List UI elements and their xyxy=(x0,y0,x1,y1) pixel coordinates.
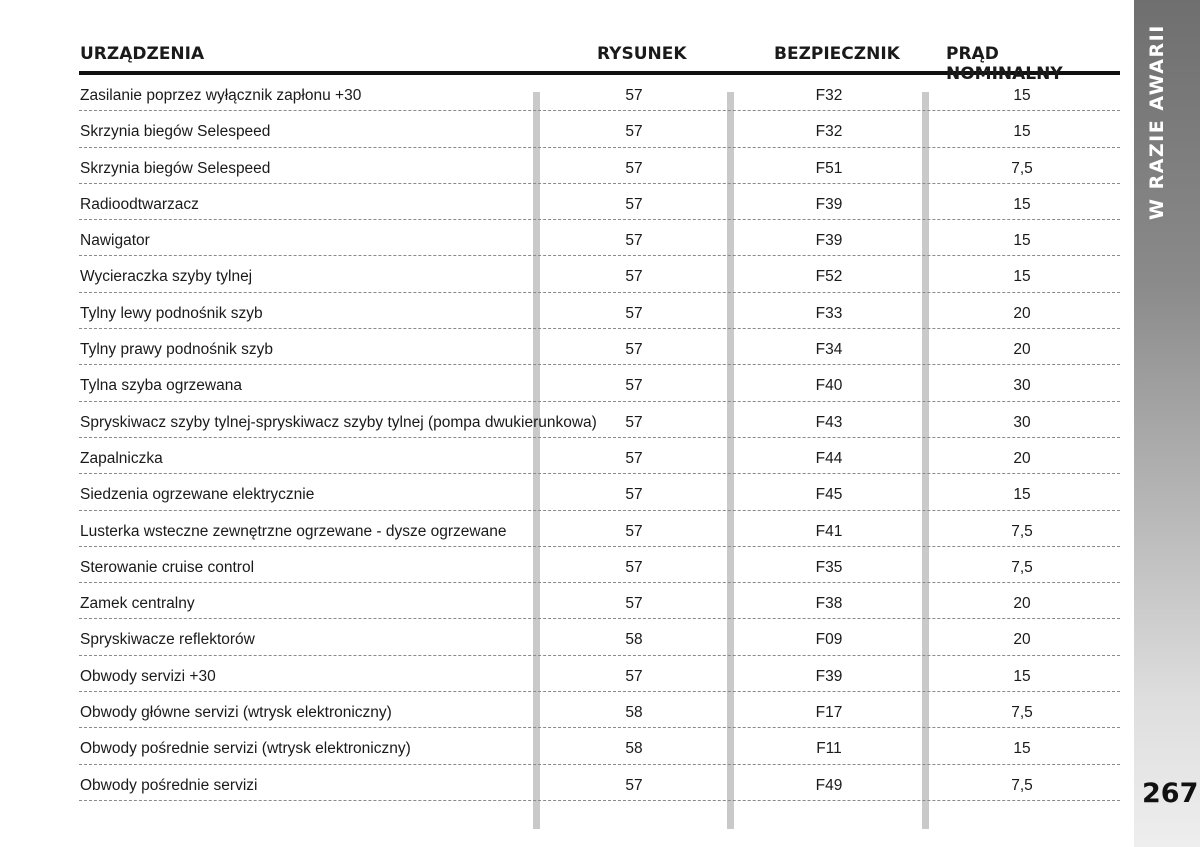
table-row xyxy=(79,75,1120,111)
cell-fuse: F32 xyxy=(815,123,843,141)
table-row xyxy=(79,438,1120,474)
cell-figure: 57 xyxy=(625,449,643,467)
cell-device: Radioodtwarzacz xyxy=(80,195,199,213)
cell-fuse: F32 xyxy=(815,87,843,104)
cell-figure: 57 xyxy=(625,595,643,613)
header-fuse: BEZPIECZNIK xyxy=(774,44,900,64)
cell-fuse: F39 xyxy=(815,667,843,685)
cell-fuse: F35 xyxy=(815,558,843,576)
cell-figure: 58 xyxy=(625,704,643,722)
cell-fuse: F52 xyxy=(815,268,843,286)
cell-current: 20 xyxy=(1013,631,1031,649)
cell-device: Obwody servizi +30 xyxy=(80,667,216,685)
cell-figure: 58 xyxy=(625,740,643,758)
cell-current: 30 xyxy=(1013,413,1031,431)
cell-fuse: F40 xyxy=(815,377,843,395)
cell-current: 15 xyxy=(1013,667,1031,685)
cell-figure: 57 xyxy=(625,304,643,322)
table-row xyxy=(79,656,1120,692)
fuse-table xyxy=(79,44,1120,801)
cell-fuse: F45 xyxy=(815,486,843,504)
header-devices: URZĄDZENIA xyxy=(80,44,205,64)
cell-device: Spryskiwacze reflektorów xyxy=(80,631,255,649)
table-row xyxy=(79,692,1120,728)
cell-current: 15 xyxy=(1013,740,1031,758)
cell-figure: 57 xyxy=(625,776,643,794)
cell-device: Skrzynia biegów Selespeed xyxy=(80,123,271,141)
cell-fuse: F17 xyxy=(815,704,843,722)
cell-device: Zasilanie poprzez wyłącznik zapłonu +30 xyxy=(80,87,362,104)
header-current: PRĄD NOMINALNY xyxy=(946,44,1063,84)
cell-current: 20 xyxy=(1013,304,1031,322)
cell-figure: 57 xyxy=(625,667,643,685)
table-row xyxy=(79,583,1120,619)
cell-figure: 57 xyxy=(625,123,643,141)
cell-figure: 58 xyxy=(625,631,643,649)
section-label: W RAZIE AWARII xyxy=(1146,24,1168,220)
cell-fuse: F51 xyxy=(815,159,843,177)
cell-device: Sterowanie cruise control xyxy=(80,558,255,576)
cell-device: Skrzynia biegów Selespeed xyxy=(80,159,271,177)
cell-current: 30 xyxy=(1013,377,1031,395)
cell-device: Wycieraczka szyby tylnej xyxy=(80,268,253,286)
cell-figure: 57 xyxy=(625,558,643,576)
cell-current: 15 xyxy=(1013,486,1031,504)
table-row xyxy=(79,148,1120,184)
cell-current: 15 xyxy=(1013,195,1031,213)
cell-device: Siedzenia ogrzewane elektrycznie xyxy=(80,486,315,504)
table-row xyxy=(79,256,1120,292)
cell-current: 20 xyxy=(1013,595,1031,613)
cell-current: 20 xyxy=(1013,449,1031,467)
cell-current: 7,5 xyxy=(1011,558,1033,576)
cell-fuse: F49 xyxy=(815,776,843,794)
table-row xyxy=(79,402,1120,438)
cell-fuse: F39 xyxy=(815,232,843,250)
cell-fuse: F09 xyxy=(815,631,843,649)
cell-device: Obwody pośrednie servizi (wtrysk elektroniczny) xyxy=(80,740,411,758)
cell-device: Obwody pośrednie servizi xyxy=(80,776,258,794)
table-row xyxy=(79,547,1120,583)
cell-fuse: F43 xyxy=(815,413,843,431)
cell-fuse: F38 xyxy=(815,595,843,613)
cell-current: 7,5 xyxy=(1011,159,1033,177)
cell-device: Zamek centralny xyxy=(80,595,195,613)
table-body xyxy=(79,75,1120,801)
table-row xyxy=(79,293,1120,329)
cell-figure: 57 xyxy=(625,341,643,359)
cell-fuse: F41 xyxy=(815,522,843,540)
cell-device: Zapalniczka xyxy=(80,449,163,467)
table-row xyxy=(79,220,1120,256)
cell-figure: 57 xyxy=(625,159,643,177)
table-row xyxy=(79,511,1120,547)
cell-figure: 57 xyxy=(625,87,643,104)
cell-figure: 57 xyxy=(625,232,643,250)
header-figure: RYSUNEK xyxy=(597,44,687,64)
cell-current: 15 xyxy=(1013,232,1031,250)
table-row xyxy=(79,365,1120,401)
cell-current: 20 xyxy=(1013,341,1031,359)
cell-fuse: F33 xyxy=(815,304,843,322)
cell-figure: 57 xyxy=(625,413,643,431)
table-row xyxy=(79,474,1120,510)
cell-figure: 57 xyxy=(625,268,643,286)
table-row xyxy=(79,184,1120,220)
cell-fuse: F39 xyxy=(815,195,843,213)
table-row xyxy=(79,728,1120,764)
page-number: 267 xyxy=(1142,778,1199,809)
cell-current: 15 xyxy=(1013,123,1031,141)
cell-current: 15 xyxy=(1013,268,1031,286)
cell-figure: 57 xyxy=(625,377,643,395)
cell-device: Tylny prawy podnośnik szyb xyxy=(80,341,273,359)
table-row xyxy=(79,619,1120,655)
cell-current: 7,5 xyxy=(1011,704,1033,722)
cell-current: 7,5 xyxy=(1011,522,1033,540)
cell-current: 15 xyxy=(1013,87,1031,104)
cell-figure: 57 xyxy=(625,195,643,213)
cell-fuse: F11 xyxy=(816,740,842,758)
cell-device: Lusterka wsteczne zewnętrzne ogrzewane - dysze ogrzewane xyxy=(80,522,507,540)
cell-device: Tylny lewy podnośnik szyb xyxy=(80,304,263,322)
cell-device: Tylna szyba ogrzewana xyxy=(80,377,242,395)
cell-fuse: F34 xyxy=(815,341,843,359)
cell-figure: 57 xyxy=(625,486,643,504)
cell-fuse: F44 xyxy=(815,449,843,467)
table-row xyxy=(79,111,1120,147)
cell-figure: 57 xyxy=(625,522,643,540)
table-row xyxy=(79,329,1120,365)
cell-device: Nawigator xyxy=(80,232,150,250)
table-header xyxy=(79,44,1120,84)
table-row xyxy=(79,765,1120,801)
cell-device: Obwody główne servizi (wtrysk elektroniczny) xyxy=(80,704,392,722)
cell-device: Spryskiwacz szyby tylnej-spryskiwacz szyby tylnej (pompa dwukierunkowa) xyxy=(80,413,597,431)
cell-current: 7,5 xyxy=(1011,776,1033,794)
